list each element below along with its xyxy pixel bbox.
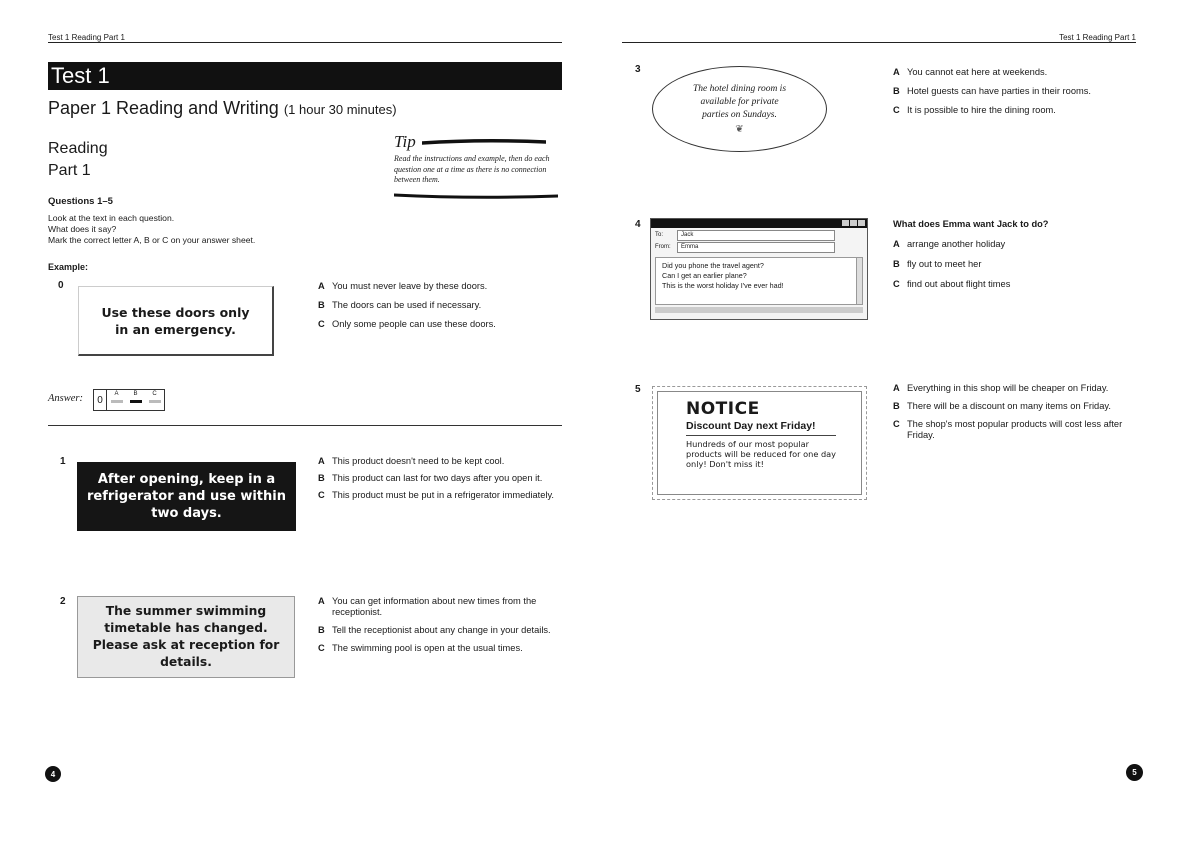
option-a: [318, 456, 558, 467]
example-options: [318, 281, 558, 330]
option-b: [318, 300, 558, 311]
option-text: There will be a discount on many items on Friday.: [907, 401, 1111, 411]
question-4-options: [893, 219, 1143, 290]
option-text: This product can last for two days after you open it.: [332, 473, 543, 483]
option-c: [893, 279, 1143, 290]
email-body: [655, 257, 863, 305]
sign-text: The summer swimming timetable has changed. Please ask at reception for details.: [92, 604, 280, 669]
option-letter: C: [893, 105, 900, 115]
question-3-sign: [652, 66, 827, 152]
page-number-left: 4: [45, 766, 61, 782]
option-text: fly out to meet her: [907, 259, 982, 269]
email-titlebar: [651, 219, 867, 228]
email-statusbar: [655, 307, 863, 313]
option-text: This product doesn't need to be kept cool.: [332, 456, 505, 466]
email-from-row: [655, 242, 863, 253]
option-letter: B: [318, 300, 325, 310]
option-a: [893, 67, 1143, 78]
option-a: [318, 596, 558, 618]
email-line: Can I get an earlier plane?: [662, 271, 747, 280]
notice-panel: [657, 391, 862, 495]
from-label: From:: [655, 244, 671, 250]
instruction-line: What does it say?: [48, 224, 117, 234]
section-divider: [48, 425, 562, 426]
option-text: Tell the receptionist about any change in your details.: [332, 625, 551, 635]
option-letter: C: [318, 319, 325, 329]
questions-range: Questions 1–5: [48, 196, 113, 207]
notice-heading: NOTICE: [686, 399, 760, 419]
part-title: Part 1: [48, 162, 91, 179]
from-field: Emma: [677, 242, 835, 253]
sign-text: The hotel dining room is available for private parties on Sundays.: [692, 84, 787, 120]
answer-lozenges: [106, 389, 164, 411]
option-letter: A: [318, 596, 325, 606]
header-rule-left: [48, 42, 562, 43]
option-letter: A: [893, 239, 900, 249]
lozenge-letter: B: [133, 391, 138, 397]
option-text: This product must be put in a refrigerator immediately.: [332, 490, 555, 500]
sign-text: After opening, keep in a refrigerator and use within two days.: [87, 472, 286, 521]
option-b: [318, 473, 558, 484]
example-sign: [78, 286, 274, 356]
example-number: 0: [58, 280, 64, 291]
lozenge-letter: C: [152, 391, 157, 397]
option-c: [893, 419, 1143, 441]
option-c: [318, 319, 558, 330]
option-a: [893, 383, 1143, 394]
option-letter: C: [318, 643, 325, 653]
page-number-right: 5: [1126, 764, 1143, 781]
answer-lozenge-b: [130, 391, 142, 403]
email-scrollbar: [856, 258, 862, 304]
example-label: Example:: [48, 262, 89, 272]
email-window: [650, 218, 868, 320]
option-b: [318, 625, 558, 636]
tip-box: [394, 132, 558, 205]
question-1-sign: [77, 462, 296, 531]
option-text: Only some people can use these doors.: [332, 319, 496, 329]
option-text: The shop's most popular products will cost less after Friday.: [907, 419, 1123, 440]
option-a: [318, 281, 558, 292]
paper-title-line: [48, 98, 397, 119]
option-letter: C: [893, 279, 900, 289]
option-letter: B: [893, 259, 900, 269]
option-letter: A: [893, 67, 900, 77]
option-text: Hotel guests can have parties in their rooms.: [907, 86, 1091, 96]
close-icon: [858, 220, 865, 226]
option-text: Everything in this shop will be cheaper on Friday.: [907, 383, 1109, 393]
option-letter: B: [893, 86, 900, 96]
option-b: [893, 401, 1143, 412]
email-header-fields: [651, 228, 867, 253]
option-text: The doors can be used if necessary.: [332, 300, 482, 310]
test-title: Test 1: [51, 63, 110, 88]
question-1-options: [318, 456, 558, 501]
question-number: 3: [635, 64, 641, 75]
notice-body: Hundreds of our most popular products will be reduced for one day only! Don't miss it!: [686, 439, 837, 469]
option-letter: C: [318, 490, 325, 500]
section-title: Reading: [48, 140, 108, 157]
lozenge-bar: [149, 400, 161, 403]
question-2-sign: [77, 596, 295, 678]
option-text: It is possible to hire the dining room.: [907, 105, 1056, 115]
option-c: [318, 490, 558, 501]
paper-duration: (1 hour 30 minutes): [283, 102, 397, 117]
question-5-options: [893, 383, 1143, 441]
answer-lozenge-c: [149, 391, 161, 403]
option-text: You can get information about new times from the receptionist.: [332, 596, 537, 617]
option-a: [893, 239, 1143, 250]
option-text: arrange another holiday: [907, 239, 1006, 249]
answer-label: Answer:: [48, 393, 83, 404]
instructions: [48, 213, 255, 246]
lozenge-bar-marked: [130, 400, 142, 403]
option-c: [893, 105, 1143, 116]
email-line: This is the worst holiday I've ever had!: [662, 281, 784, 290]
question-number: 1: [60, 456, 66, 467]
ornament-icon: ❦: [735, 124, 744, 135]
email-to-row: [655, 230, 863, 241]
notice-outer-frame: [652, 386, 867, 500]
question-2-options: [318, 596, 558, 654]
answer-lozenge-a: [111, 391, 123, 403]
email-line: Did you phone the travel agent?: [662, 261, 764, 270]
question-number: 5: [635, 384, 641, 395]
window-controls: [842, 220, 865, 226]
option-b: [893, 259, 1143, 270]
to-label: To:: [655, 232, 664, 238]
option-text: The swimming pool is open at the usual times.: [332, 643, 523, 653]
maximize-icon: [850, 220, 857, 226]
to-field: Jack: [677, 230, 835, 241]
option-c: [318, 643, 558, 654]
tip-underline-stroke: [422, 138, 546, 146]
question-number: 2: [60, 596, 66, 607]
option-letter: A: [893, 383, 900, 393]
answer-number: 0: [97, 394, 103, 406]
tip-text: Read the instructions and example, then do each question one at a time as there is no connection between them.: [394, 154, 550, 184]
test-title-banner: [48, 62, 562, 90]
tip-heading: Tip: [394, 132, 416, 151]
notice-divider: [686, 435, 836, 436]
lozenge-letter: A: [114, 391, 119, 397]
option-letter: A: [318, 456, 325, 466]
tip-bottom-stroke: [394, 192, 558, 200]
running-header-left: Test 1 Reading Part 1: [48, 33, 125, 42]
running-header-right: Test 1 Reading Part 1: [1059, 33, 1136, 42]
lozenge-bar: [111, 400, 123, 403]
option-text: You cannot eat here at weekends.: [907, 67, 1048, 77]
option-b: [893, 86, 1143, 97]
header-rule-right: [622, 42, 1136, 43]
option-letter: B: [893, 401, 900, 411]
option-letter: B: [318, 473, 325, 483]
option-letter: A: [318, 281, 325, 291]
example-sign-text: Use these doors only in an emergency.: [101, 304, 250, 337]
instruction-line: Mark the correct letter A, B or C on your answer sheet.: [48, 235, 256, 245]
answer-box: [93, 389, 165, 411]
question-4-prompt: What does Emma want Jack to do?: [893, 219, 1049, 229]
instruction-line: Look at the text in each question.: [48, 213, 175, 223]
paper-title: Paper 1 Reading and Writing: [48, 98, 279, 118]
notice-subheading: Discount Day next Friday!: [686, 420, 816, 432]
option-letter: B: [318, 625, 325, 635]
question-number: 4: [635, 219, 641, 230]
option-text: You must never leave by these doors.: [332, 281, 488, 291]
option-text: find out about flight times: [907, 279, 1011, 289]
oval-content: [688, 83, 792, 135]
question-3-options: [893, 67, 1143, 116]
minimize-icon: [842, 220, 849, 226]
tip-heading-row: [394, 132, 558, 152]
option-letter: C: [893, 419, 900, 429]
